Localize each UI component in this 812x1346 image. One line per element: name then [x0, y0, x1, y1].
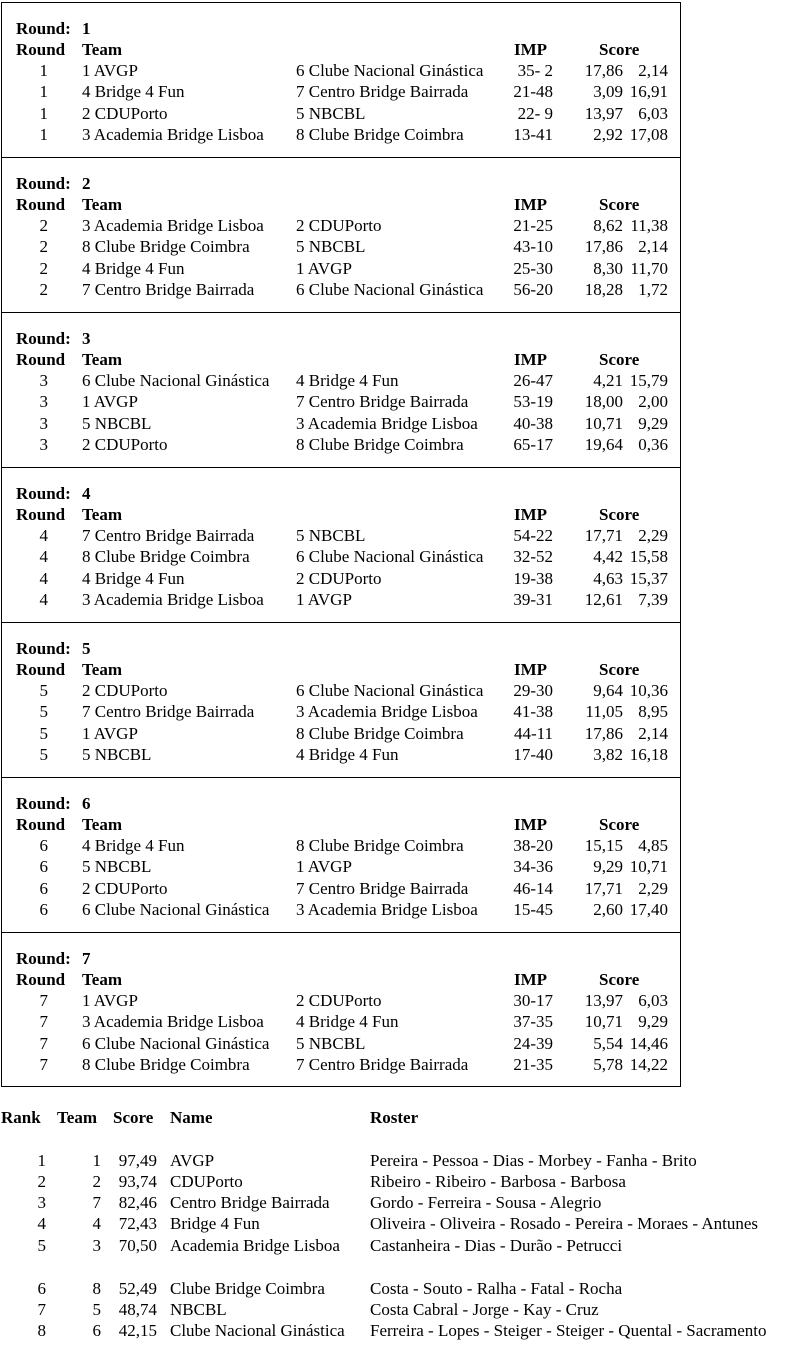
ranking-roster: Pereira - Pessoa - Dias - Morbey - Fanha - Brito: [370, 1151, 697, 1170]
col-header-imp: IMP: [514, 40, 548, 59]
col-header-imp: IMP: [514, 195, 548, 214]
ranking-rank: 7: [37, 1300, 46, 1319]
match-team2: 8 Clube Bridge Coimbra: [296, 836, 464, 855]
match-imp: 35- 2: [517, 61, 553, 80]
round-block: [2, 777, 680, 932]
match-team2: 2 CDUPorto: [296, 568, 382, 588]
round-title-number: 7: [82, 949, 91, 968]
match-round: 6: [39, 857, 48, 877]
match-round: 6: [39, 899, 48, 919]
match-round: 1: [39, 124, 48, 144]
round-block: [2, 622, 680, 777]
match-round: 6: [39, 836, 48, 855]
match-score2: 0,36: [638, 434, 668, 454]
match-team2: 2 CDUPorto: [296, 216, 382, 235]
match-score1: 2,92: [593, 124, 623, 144]
match-round: 3: [39, 392, 48, 412]
ranking-team: 6: [92, 1321, 101, 1340]
match-score2: 17,08: [629, 124, 668, 144]
col-header-imp: IMP: [514, 815, 548, 834]
ranking-team: 8: [92, 1279, 101, 1298]
round-title-label: Round:: [16, 949, 71, 968]
match-imp: 32-52: [513, 547, 553, 567]
match-imp: 21-35: [513, 1054, 553, 1074]
ranking-name: Clube Nacional Ginástica: [170, 1321, 345, 1340]
match-team1: 3 Academia Bridge Lisboa: [82, 124, 264, 144]
col-header-score: Score: [599, 40, 640, 59]
round-title-number: 6: [82, 794, 91, 813]
match-imp: 38-20: [513, 836, 553, 855]
col-header-round: Round: [16, 970, 66, 989]
ranking-rank: 1: [37, 1151, 46, 1170]
match-imp: 37-35: [513, 1012, 553, 1032]
ranking-rank: 8: [37, 1321, 46, 1340]
match-score1: 2,60: [593, 899, 623, 919]
round-block: [2, 2, 680, 157]
match-team2: 8 Clube Bridge Coimbra: [296, 434, 464, 454]
match-score1: 18,00: [584, 392, 623, 412]
match-score2: 1,72: [638, 279, 668, 299]
match-score1: 10,71: [584, 1012, 623, 1032]
rank-header: Rank: [1, 1108, 41, 1127]
match-imp: 29-30: [513, 681, 553, 700]
match-team1: 7 Centro Bridge Bairrada: [82, 526, 255, 545]
match-team2: 6 Clube Nacional Ginástica: [296, 61, 484, 80]
col-header-team: Team: [82, 350, 122, 369]
round-title-label: Round:: [16, 19, 71, 38]
match-team1: 1 AVGP: [82, 723, 138, 743]
col-header-team: Team: [82, 815, 122, 834]
col-header-team: Team: [82, 195, 122, 214]
ranking-name: AVGP: [170, 1151, 215, 1170]
match-round: 3: [39, 434, 48, 454]
match-team1: 8 Clube Bridge Coimbra: [82, 1054, 250, 1074]
round-block: [2, 467, 680, 622]
ranking-team: 5: [92, 1300, 101, 1319]
match-imp: 56-20: [513, 279, 553, 299]
score-header: Score: [113, 1108, 154, 1127]
match-round: 7: [39, 1054, 48, 1074]
match-score2: 8,95: [638, 702, 668, 722]
round-title-label: Round:: [16, 174, 71, 193]
match-score1: 13,97: [584, 103, 623, 123]
match-team1: 8 Clube Bridge Coimbra: [82, 237, 250, 257]
match-team1: 2 CDUPorto: [82, 434, 168, 454]
match-team1: 2 CDUPorto: [82, 681, 168, 700]
match-team2: 2 CDUPorto: [296, 991, 382, 1010]
match-imp: 17-40: [513, 744, 553, 764]
rounds-section: [1, 2, 681, 1087]
match-team2: 3 Academia Bridge Lisboa: [296, 413, 478, 433]
match-team1: 8 Clube Bridge Coimbra: [82, 547, 250, 567]
match-imp: 46-14: [513, 878, 553, 898]
ranking-name: Centro Bridge Bairrada: [170, 1193, 330, 1212]
ranking-roster: Ferreira - Lopes - Steiger - Steiger - Quental - Sacramento: [370, 1321, 767, 1340]
match-team1: 1 AVGP: [82, 392, 138, 412]
match-round: 5: [39, 702, 48, 722]
match-team1: 3 Academia Bridge Lisboa: [82, 1012, 264, 1032]
ranking-name: Clube Bridge Coimbra: [170, 1279, 325, 1298]
ranking-name: Academia Bridge Lisboa: [170, 1236, 340, 1255]
round-block: [2, 157, 680, 312]
name-header: Name: [170, 1108, 213, 1127]
ranking-name: Bridge 4 Fun: [170, 1214, 260, 1233]
match-team1: 7 Centro Bridge Bairrada: [82, 279, 255, 299]
match-imp: 21-48: [513, 82, 553, 102]
col-header-round: Round: [16, 195, 66, 214]
ranking-rank: 2: [37, 1172, 46, 1191]
round-title-number: 3: [82, 329, 91, 348]
match-score1: 17,86: [584, 61, 623, 80]
ranking-score: 48,74: [118, 1300, 157, 1319]
ranking-roster: Oliveira - Oliveira - Rosado - Pereira - Moraes - Antunes: [370, 1214, 759, 1233]
match-team2: 8 Clube Bridge Coimbra: [296, 124, 464, 144]
match-team2: 3 Academia Bridge Lisboa: [296, 702, 478, 722]
match-score2: 2,00: [638, 392, 668, 412]
match-score1: 19,64: [584, 434, 623, 454]
match-score2: 14,46: [629, 1033, 668, 1053]
match-team1: 5 NBCBL: [82, 413, 152, 433]
round-title-number: 5: [82, 639, 91, 658]
round-title-label: Round:: [16, 329, 71, 348]
match-round: 3: [39, 413, 48, 433]
match-score1: 8,30: [593, 258, 623, 278]
ranking-table: [0, 1106, 812, 1346]
ranking-roster: Costa - Souto - Ralha - Fatal - Rocha: [370, 1279, 623, 1298]
match-score1: 4,21: [593, 371, 623, 390]
match-score2: 7,39: [638, 589, 668, 609]
match-imp: 30-17: [513, 991, 553, 1010]
match-round: 5: [39, 681, 48, 700]
match-imp: 53-19: [513, 392, 553, 412]
match-score1: 4,63: [593, 568, 623, 588]
match-score1: 17,86: [584, 237, 623, 257]
match-score1: 17,86: [584, 723, 623, 743]
match-round: 1: [39, 103, 48, 123]
match-team1: 5 NBCBL: [82, 857, 152, 877]
col-header-round: Round: [16, 40, 66, 59]
match-team1: 2 CDUPorto: [82, 103, 168, 123]
match-round: 6: [39, 878, 48, 898]
round-block: [2, 312, 680, 467]
ranking-score: 72,43: [118, 1214, 157, 1233]
match-team2: 1 AVGP: [296, 589, 352, 609]
match-score2: 15,37: [629, 568, 668, 588]
ranking-score: 93,74: [118, 1172, 157, 1191]
match-team1: 6 Clube Nacional Ginástica: [82, 899, 270, 919]
match-score1: 5,54: [593, 1033, 623, 1053]
match-score1: 10,71: [584, 413, 623, 433]
match-team1: 1 AVGP: [82, 991, 138, 1010]
match-round: 3: [39, 371, 48, 390]
col-header-score: Score: [599, 505, 640, 524]
ranking-score: 42,15: [118, 1321, 157, 1340]
match-score1: 18,28: [584, 279, 623, 299]
col-header-score: Score: [599, 815, 640, 834]
match-round: 5: [39, 744, 48, 764]
match-round: 2: [39, 279, 48, 299]
match-imp: 41-38: [513, 702, 553, 722]
ranking-roster: Gordo - Ferreira - Sousa - Alegrio: [370, 1193, 602, 1212]
round-title-number: 2: [82, 174, 91, 193]
match-team1: 4 Bridge 4 Fun: [82, 82, 185, 102]
roster-header: Roster: [370, 1108, 419, 1127]
round-title-label: Round:: [16, 484, 71, 503]
ranking-rank: 3: [37, 1193, 46, 1212]
match-imp: 44-11: [513, 723, 553, 743]
match-team2: 3 Academia Bridge Lisboa: [296, 899, 478, 919]
match-team1: 4 Bridge 4 Fun: [82, 836, 185, 855]
col-header-team: Team: [82, 40, 122, 59]
match-team2: 5 NBCBL: [296, 103, 366, 123]
col-header-imp: IMP: [514, 505, 548, 524]
match-team1: 3 Academia Bridge Lisboa: [82, 589, 264, 609]
ranking-rank: 4: [37, 1214, 46, 1233]
match-team2: 4 Bridge 4 Fun: [296, 371, 399, 390]
match-score1: 4,42: [593, 547, 623, 567]
match-score2: 15,79: [629, 371, 668, 390]
match-score1: 11,05: [585, 702, 623, 722]
match-score2: 6,03: [638, 103, 668, 123]
col-header-score: Score: [599, 970, 640, 989]
ranking-team: 1: [92, 1151, 101, 1170]
ranking-roster: Ribeiro - Ribeiro - Barbosa - Barbosa: [370, 1172, 626, 1191]
match-score2: 17,40: [629, 899, 668, 919]
match-score1: 15,15: [584, 836, 623, 855]
match-round: 2: [39, 216, 48, 235]
match-imp: 13-41: [513, 124, 553, 144]
match-team2: 7 Centro Bridge Bairrada: [296, 878, 469, 898]
ranking-roster: Costa Cabral - Jorge - Kay - Cruz: [370, 1300, 599, 1319]
match-team2: 6 Clube Nacional Ginástica: [296, 279, 484, 299]
match-team1: 5 NBCBL: [82, 744, 152, 764]
match-team2: 7 Centro Bridge Bairrada: [296, 82, 469, 102]
round-title-number: 4: [82, 484, 91, 503]
match-round: 4: [39, 568, 48, 588]
match-team2: 4 Bridge 4 Fun: [296, 744, 399, 764]
match-imp: 26-47: [513, 371, 553, 390]
match-team2: 6 Clube Nacional Ginástica: [296, 547, 484, 567]
match-round: 7: [39, 1012, 48, 1032]
match-score2: 11,70: [630, 258, 668, 278]
match-team1: 2 CDUPorto: [82, 878, 168, 898]
round-block: [2, 932, 680, 1086]
match-score2: 16,91: [629, 82, 668, 102]
ranking-rank: 6: [37, 1279, 46, 1298]
match-score1: 17,71: [584, 526, 623, 545]
match-imp: 15-45: [513, 899, 553, 919]
match-round: 7: [39, 991, 48, 1010]
col-header-team: Team: [82, 970, 122, 989]
ranking-name: CDUPorto: [170, 1172, 243, 1191]
match-round: 7: [39, 1033, 48, 1053]
match-team1: 4 Bridge 4 Fun: [82, 258, 185, 278]
match-score1: 17,71: [584, 878, 623, 898]
match-round: 1: [39, 61, 48, 80]
match-score2: 14,22: [629, 1054, 668, 1074]
match-imp: 24-39: [513, 1033, 553, 1053]
match-score2: 11,38: [630, 216, 668, 235]
team-header: Team: [57, 1108, 97, 1127]
ranking-team: 2: [92, 1172, 101, 1191]
match-team2: 5 NBCBL: [296, 1033, 366, 1053]
col-header-round: Round: [16, 815, 66, 834]
ranking-score: 97,49: [118, 1151, 157, 1170]
col-header-score: Score: [599, 350, 640, 369]
ranking-score: 82,46: [118, 1193, 157, 1212]
match-score2: 16,18: [629, 744, 668, 764]
match-imp: 34-36: [513, 857, 553, 877]
match-team2: 6 Clube Nacional Ginástica: [296, 681, 484, 700]
match-imp: 21-25: [513, 216, 553, 235]
match-round: 4: [39, 547, 48, 567]
match-score1: 12,61: [584, 589, 623, 609]
col-header-score: Score: [599, 195, 640, 214]
match-score2: 15,58: [629, 547, 668, 567]
match-imp: 40-38: [513, 413, 553, 433]
round-title-label: Round:: [16, 794, 71, 813]
ranking-team: 3: [92, 1236, 101, 1255]
match-team1: 6 Clube Nacional Ginástica: [82, 371, 270, 390]
match-imp: 43-10: [513, 237, 553, 257]
round-title-number: 1: [82, 19, 91, 38]
col-header-team: Team: [82, 660, 122, 679]
match-team1: 1 AVGP: [82, 61, 138, 80]
match-team2: 7 Centro Bridge Bairrada: [296, 1054, 469, 1074]
col-header-round: Round: [16, 660, 66, 679]
match-score1: 13,97: [584, 991, 623, 1010]
match-score2: 9,29: [638, 1012, 668, 1032]
match-imp: 25-30: [513, 258, 553, 278]
col-header-imp: IMP: [514, 350, 548, 369]
col-header-score: Score: [599, 660, 640, 679]
col-header-imp: IMP: [514, 970, 548, 989]
match-score2: 2,29: [638, 526, 668, 545]
match-score1: 9,64: [593, 681, 623, 700]
ranking-team: 4: [92, 1214, 101, 1233]
match-round: 1: [39, 82, 48, 102]
match-score2: 2,29: [638, 878, 668, 898]
match-score2: 2,14: [638, 723, 668, 743]
match-score1: 9,29: [593, 857, 623, 877]
ranking-roster: Castanheira - Dias - Durão - Petrucci: [370, 1236, 623, 1255]
match-round: 2: [39, 237, 48, 257]
match-team2: 7 Centro Bridge Bairrada: [296, 392, 469, 412]
match-team1: 3 Academia Bridge Lisboa: [82, 216, 264, 235]
match-team2: 8 Clube Bridge Coimbra: [296, 723, 464, 743]
match-score2: 9,29: [638, 413, 668, 433]
ranking-name: NBCBL: [170, 1300, 227, 1319]
match-score2: 2,14: [638, 237, 668, 257]
match-round: 2: [39, 258, 48, 278]
match-score2: 2,14: [638, 61, 668, 80]
col-header-team: Team: [82, 505, 122, 524]
col-header-round: Round: [16, 505, 66, 524]
ranking-rank: 5: [37, 1236, 46, 1255]
match-team1: 4 Bridge 4 Fun: [82, 568, 185, 588]
match-score1: 8,62: [593, 216, 623, 235]
match-score1: 5,78: [593, 1054, 623, 1074]
match-round: 4: [39, 589, 48, 609]
round-title-label: Round:: [16, 639, 71, 658]
ranking-team: 7: [92, 1193, 101, 1212]
match-score2: 10,36: [629, 681, 668, 700]
match-team1: 6 Clube Nacional Ginástica: [82, 1033, 270, 1053]
match-imp: 39-31: [513, 589, 553, 609]
ranking-score: 52,49: [118, 1279, 157, 1298]
ranking-score: 70,50: [118, 1236, 157, 1255]
match-imp: 65-17: [513, 434, 553, 454]
match-score1: 3,09: [593, 82, 623, 102]
match-team2: 4 Bridge 4 Fun: [296, 1012, 399, 1032]
match-round: 5: [39, 723, 48, 743]
match-score1: 3,82: [593, 744, 623, 764]
match-score2: 6,03: [638, 991, 668, 1010]
match-imp: 22- 9: [517, 103, 553, 123]
match-team2: 1 AVGP: [296, 857, 352, 877]
match-team2: 5 NBCBL: [296, 526, 366, 545]
match-imp: 19-38: [513, 568, 553, 588]
match-team2: 5 NBCBL: [296, 237, 366, 257]
match-team1: 7 Centro Bridge Bairrada: [82, 702, 255, 722]
match-score2: 4,85: [638, 836, 668, 855]
col-header-imp: IMP: [514, 660, 548, 679]
col-header-round: Round: [16, 350, 66, 369]
match-team2: 1 AVGP: [296, 258, 352, 278]
match-round: 4: [39, 526, 48, 545]
match-score2: 10,71: [629, 857, 668, 877]
match-imp: 54-22: [513, 526, 553, 545]
